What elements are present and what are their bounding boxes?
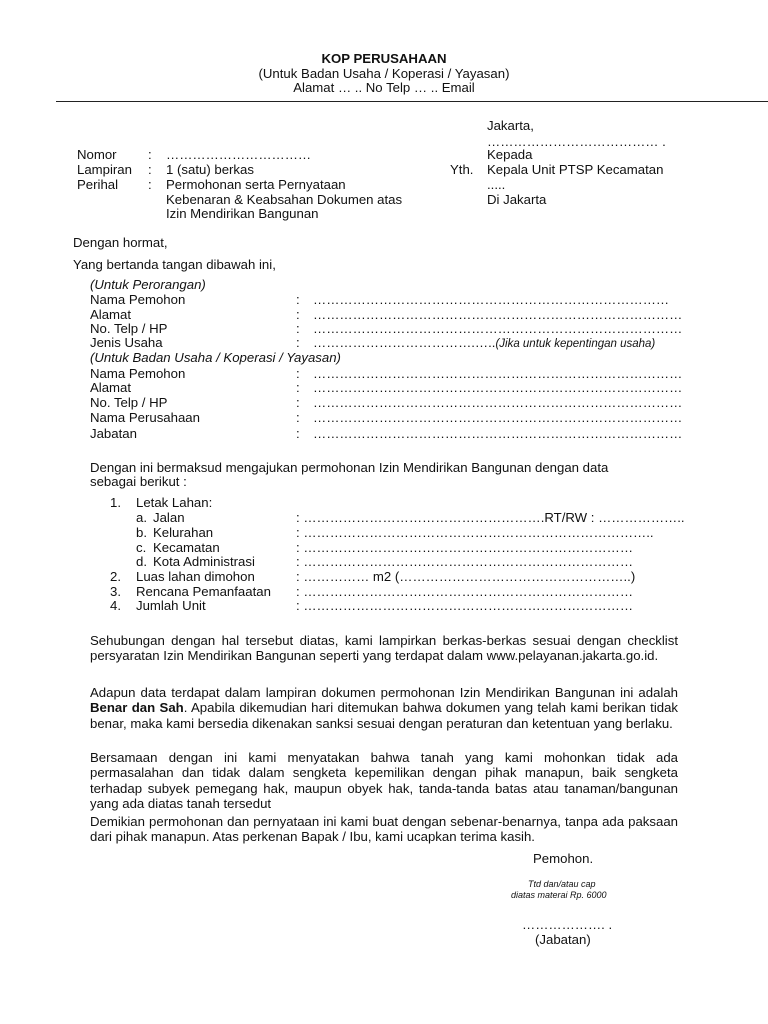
nomor-colon: : [148, 147, 152, 162]
date-city: Jakarta, [487, 118, 534, 133]
field-colon: : [296, 380, 300, 395]
field-colon: : [296, 426, 300, 441]
field-colon: : [296, 321, 300, 336]
intro: Yang bertanda tangan dibawah ini, [73, 257, 276, 272]
field-value: ……………………………….…..(Jika untuk kepentingan usaha) [313, 335, 656, 350]
recipient-to: Kepada [487, 147, 533, 162]
signature-label: Pemohon. [533, 851, 594, 866]
sublist-label: Kota Administrasi [153, 554, 255, 569]
perihal-line-3: Izin Mendirikan Bangunan [166, 206, 319, 221]
list-num: 3. [110, 584, 121, 599]
field-label: Jenis Usaha [90, 335, 163, 350]
sublist-num: a. [136, 510, 147, 525]
recipient-place: Di Jakarta [487, 192, 547, 207]
letterhead-divider [56, 101, 768, 102]
field-label: Nama Pemohon [90, 366, 186, 381]
sublist-num: c. [136, 540, 147, 555]
field-value: ………………………………………………………………………… [313, 321, 683, 336]
date-dots: ………………………………… . [487, 134, 666, 149]
field-value: ………………………………………………………………………… [313, 307, 683, 322]
sublist-num: b. [136, 525, 147, 540]
signature-note-2: diatas materai Rp. 6000 [511, 890, 607, 900]
sublist-value: : ……………………………………………….RT/RW : ……………….. [296, 510, 685, 525]
field-value: ………………………………………………………………………… [313, 366, 683, 381]
field-label: No. Telp / HP [90, 395, 168, 410]
field-note: (Jika untuk kepentingan usaha) [495, 338, 656, 350]
list-label: Rencana Pemanfaatan [136, 584, 271, 599]
lampiran-label: Lampiran [77, 162, 132, 177]
sublist-label: Kecamatan [153, 540, 220, 555]
signature-note-1: Ttd dan/atau cap [528, 879, 596, 889]
field-value: ………………………………………………………………………… [313, 395, 683, 410]
sublist-value: : ………………………………………………………………… [296, 540, 634, 555]
recipient-dots: ..... [487, 177, 506, 192]
field-colon: : [296, 335, 300, 350]
sublist-label: Jalan [153, 510, 185, 525]
paragraph-penutup: Demikian permohonan dan pernyataan ini kami buat dengan sebenar-benarnya, tanpa ada paksaan dari pihak manapun. Atas perkenan Bapak / Ibu, kami ucapkan terima kasih. [90, 814, 678, 845]
perihal-line-1: Permohonan serta Pernyataan [166, 177, 346, 192]
sublist-num: d. [136, 554, 147, 569]
field-label: Nama Pemohon [90, 292, 186, 307]
perihal-colon: : [148, 177, 152, 192]
list-value: : ………………………………………………………………… [296, 598, 634, 613]
list-num: 4. [110, 598, 121, 613]
list-label: Luas lahan dimohon [136, 569, 255, 584]
purpose-line-1: Dengan ini bermaksud mengajukan permohonan Izin Mendirikan Bangunan dengan data [90, 460, 609, 475]
field-value: ………………………………………………………………………… [313, 426, 683, 441]
list-num: 1. [110, 495, 121, 510]
field-colon: : [296, 410, 300, 425]
nomor-value: …………………………… [166, 147, 312, 162]
field-colon: : [296, 366, 300, 381]
letterhead-subtitle: (Untuk Badan Usaha / Koperasi / Yayasan) [258, 66, 510, 81]
benar-dan-sah: Benar dan Sah [90, 700, 184, 716]
list-num: 2. [110, 569, 121, 584]
signature-dots: ………………. . [522, 917, 613, 932]
list-value: : …………… m2 (……………………………………………..) [296, 569, 636, 584]
perorangan-heading: (Untuk Perorangan) [90, 277, 206, 292]
perihal-label: Perihal [77, 177, 119, 192]
field-label: No. Telp / HP [90, 321, 168, 336]
field-colon: : [296, 292, 300, 307]
nomor-label: Nomor [77, 147, 117, 162]
badan-usaha-heading: (Untuk Badan Usaha / Koperasi / Yayasan) [90, 350, 341, 365]
letterhead-address: Alamat … .. No Telp … .. Email [293, 80, 475, 95]
signature-position: (Jabatan) [535, 932, 591, 947]
sublist-value: : …………………………………………………………………….. [296, 525, 654, 540]
sublist-value: : ………………………………………………………………… [296, 554, 634, 569]
list-value: : ………………………………………………………………… [296, 584, 634, 599]
field-value: ………………………………………………………………………… [313, 380, 683, 395]
greeting: Dengan hormat, [73, 235, 168, 250]
field-label: Jabatan [90, 426, 137, 441]
sublist-label: Kelurahan [153, 525, 214, 540]
paragraph-pernyataan-tanah: Bersamaan dengan ini kami menyatakan bahwa tanah yang kami mohonkan tidak ada permasalahan dan tidak dalam sengketa kepemilikan dengan pihak manapun, baik sengketa terhadap subyek pemegang hak, maupun obyek hak, tanda-tanda batas atau tanaman/bangunan yang ada diatas tanah tersedut [90, 750, 678, 811]
list-label: Jumlah Unit [136, 598, 206, 613]
field-label: Nama Perusahaan [90, 410, 200, 425]
field-label: Alamat [90, 307, 132, 322]
recipient-name: Kepala Unit PTSP Kecamatan [487, 162, 664, 177]
field-value: ……………………………………………………………………… [313, 292, 670, 307]
letterhead-title: KOP PERUSAHAAN [321, 51, 447, 66]
field-colon: : [296, 307, 300, 322]
field-colon: : [296, 395, 300, 410]
paragraph-lampiran: Sehubungan dengan hal tersebut diatas, kami lampirkan berkas-berkas sesuai dengan checklist persyaratan Izin Mendirikan Bangunan seperti yang terdapat dalam www.pelayanan.jakarta.go.id. [90, 633, 678, 664]
lampiran-value: 1 (satu) berkas [166, 162, 254, 177]
perihal-line-2: Kebenaran & Keabsahan Dokumen atas [166, 192, 403, 207]
purpose-line-2: sebagai berikut : [90, 474, 187, 489]
recipient-yth: Yth. [450, 162, 474, 177]
paragraph-benar-sah: Adapun data terdapat dalam lampiran dokumen permohonan Izin Mendirikan Bangunan ini adalah Benar dan Sah. Apabila dikemudian hari ditemukan bahwa dokumen yang telah kami berikan tidak benar, maka kami bersedia dikenakan sanksi sesuai dengan peraturan dan ketentuan yang berlaku. [90, 685, 679, 731]
lampiran-colon: : [148, 162, 152, 177]
field-label: Alamat [90, 380, 132, 395]
field-value: ………………………………………………………………………… [313, 410, 683, 425]
list-label: Letak Lahan: [136, 495, 213, 510]
